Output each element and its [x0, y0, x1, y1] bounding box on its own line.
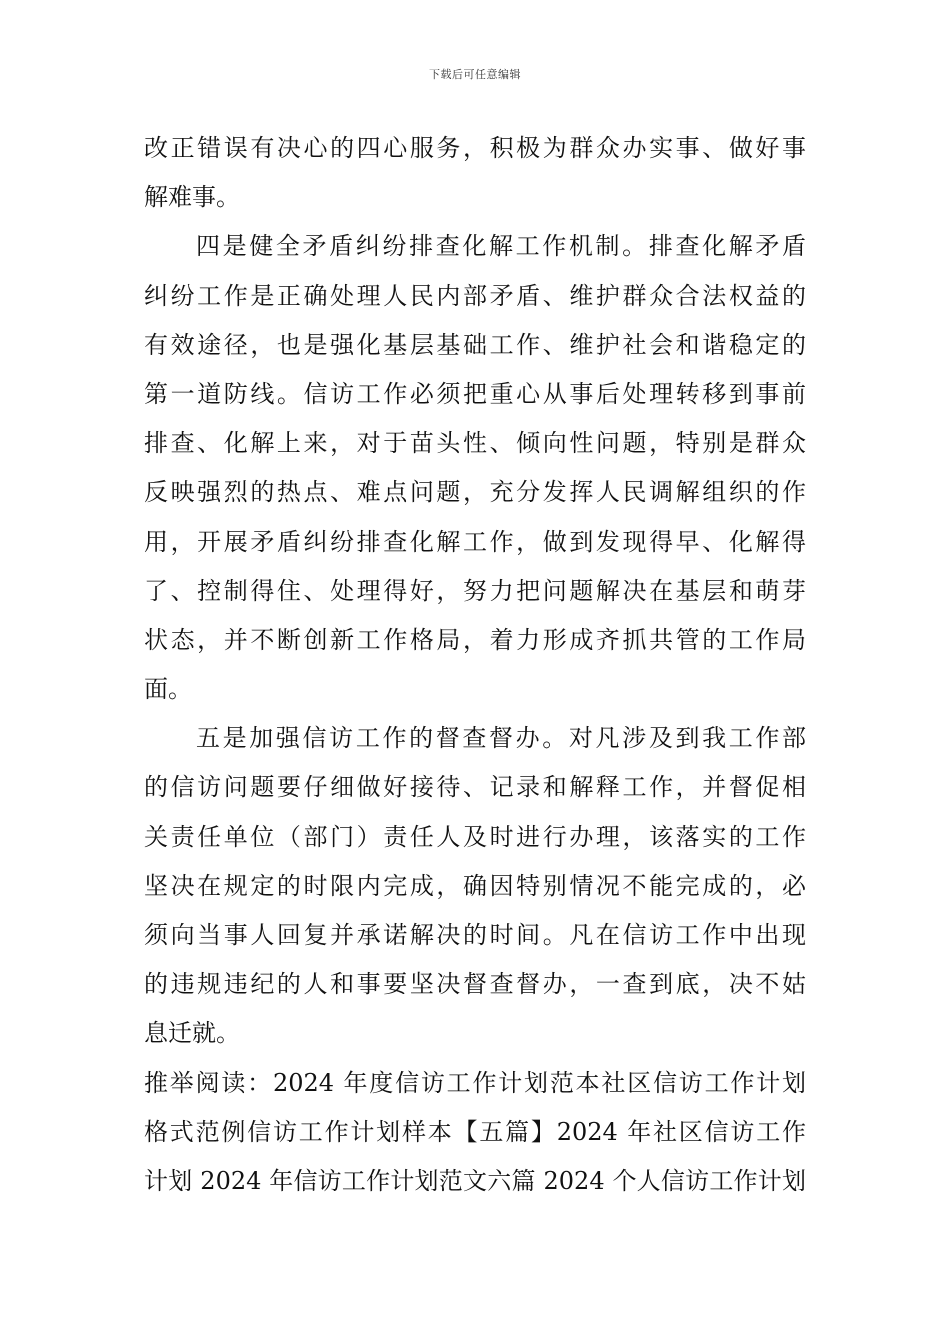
text-line: 用，开展矛盾纠纷排查化解工作，做到发现得早、化解得 [144, 527, 806, 556]
recommended-reading-line: 格式范例信访工作计划样本【五篇】2024 年社区信访工作 [144, 1117, 806, 1146]
text-line: 的信访问题要仔细做好接待、记录和解释工作，并督促相 [144, 773, 806, 802]
text-line: 改正错误有决心的四心服务，积极为群众办实事、做好事 [144, 134, 806, 162]
text-line: 第一道防线。信访工作必须把重心从事后处理转移到事前 [144, 379, 806, 408]
text-line: 坚决在规定的时限内完成，确因特别情况不能完成的，必 [144, 871, 806, 900]
text-line: 了、控制得住、处理得好，努力把问题解决在基层和萌芽 [144, 576, 806, 605]
recommended-reading-line: 推举阅读：2024 年度信访工作计划范本社区信访工作计划 [144, 1068, 806, 1097]
text-line: 纠纷工作是正确处理人民内部矛盾、维护群众合法权益的 [144, 281, 806, 310]
paragraph-first-line: 四是健全矛盾纠纷排查化解工作机制。排查化解矛盾 [196, 232, 806, 261]
text-line: 解难事。 [144, 183, 240, 212]
text-line: 有效途径，也是强化基层基础工作、维护社会和谐稳定的 [144, 330, 806, 359]
header-note: 下载后可任意编辑 [429, 68, 521, 81]
text-line: 反映强烈的热点、难点问题，充分发挥人民调解组织的作 [144, 478, 806, 507]
text-line: 的违规违纪的人和事要坚决督查督办，一查到底，决不姑 [144, 970, 806, 999]
paragraph-first-line: 五是加强信访工作的督查督办。对凡涉及到我工作部 [196, 724, 806, 753]
text-line: 状态，并不断创新工作格局，着力形成齐抓共管的工作局 [144, 625, 806, 654]
text-line: 须向当事人回复并承诺解决的时间。凡在信访工作中出现 [144, 921, 806, 949]
document-body [144, 124, 806, 1206]
text-line: 排查、化解上来，对于苗头性、倾向性问题，特别是群众 [144, 429, 806, 458]
text-line: 息迁就。 [144, 1019, 240, 1048]
text-line: 关责任单位（部门）责任人及时进行办理，该落实的工作 [144, 822, 806, 851]
text-line: 面。 [144, 675, 192, 704]
recommended-reading-line: 计划 2024 年信访工作计划范文六篇 2024 个人信访工作计划 [144, 1166, 806, 1195]
